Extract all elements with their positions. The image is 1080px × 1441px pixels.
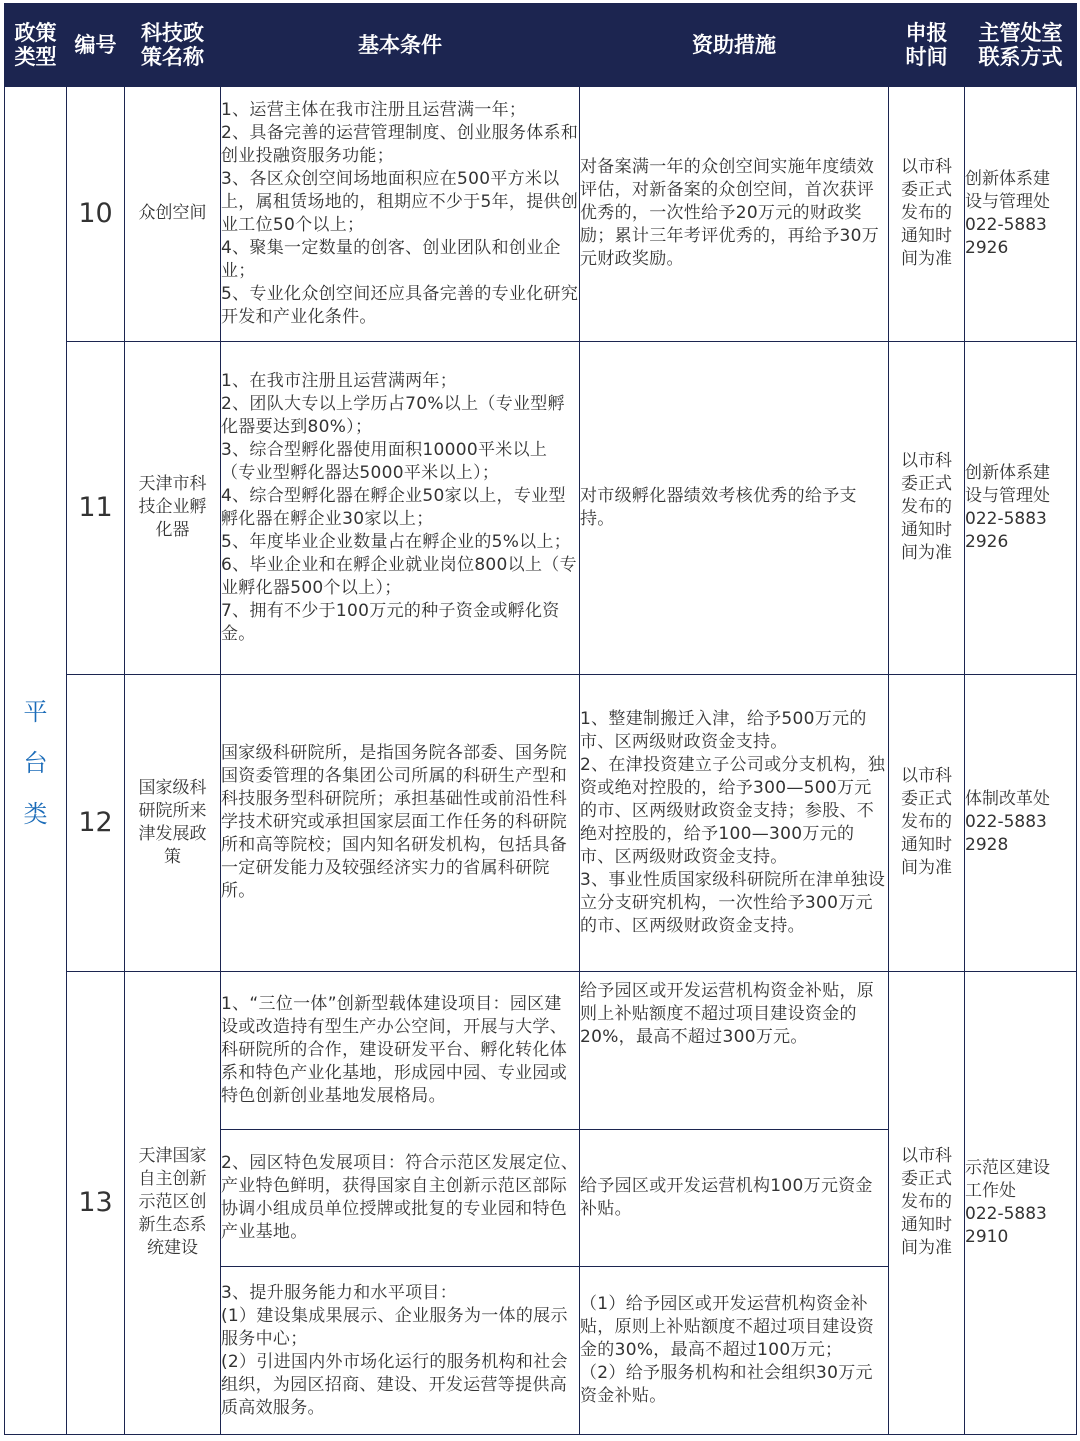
table-row	[5, 674, 1077, 971]
conditions-cell: 2、园区特色发展项目：符合示范区发展定位、产业特色鲜明，获得国家自主创新示范区部际协调小组成员单位授牌或批复的专业园和特色产业基地。	[221, 1130, 580, 1267]
row-number: 13	[67, 971, 125, 1434]
row-number: 10	[67, 87, 125, 342]
apply-time-cell: 以市科 委正式 发布的 通知时 间为准	[889, 674, 965, 971]
policy-name: 众创空间	[125, 87, 221, 342]
header-number: 编号	[67, 4, 125, 87]
policy-table	[4, 3, 1077, 1435]
conditions-cell: 3、提升服务能力和水平项目： (1）建设集成果展示、企业服务为一体的展示服务中心； (2）引进国内外市场化运行的服务机构和社会组织，为园区招商、建设、开发运营等提供高质高效服务。	[221, 1267, 580, 1435]
conditions-cell: 1、“三位一体”创新型载体建设项目：园区建设或改造持有型生产办公空间，开展与大学、科研院所的合作，建设研发平台、孵化转化体系和特色产业化基地，形成园中园、专业园或特色创新创业基地发展格局。	[221, 971, 580, 1129]
apply-time-cell: 以市科 委正式 发布的 通知时 间为准	[889, 971, 965, 1434]
table-row	[5, 971, 1077, 1129]
header-policy-name: 科技政 策名称	[125, 4, 221, 87]
row-number: 11	[67, 341, 125, 674]
header-measures: 资助措施	[580, 4, 889, 87]
policy-name: 天津市科 技企业孵 化器	[125, 341, 221, 674]
table-row	[5, 341, 1077, 674]
measures-cell: 对市级孵化器绩效考核优秀的给予支持。	[580, 341, 889, 674]
table-header-row	[5, 4, 1077, 87]
measures-cell: 对备案满一年的众创空间实施年度绩效评估，对新备案的众创空间，首次获评优秀的，一次性给予20万元的财政奖励；累计三年考评优秀的，再给予30万元财政奖励。	[580, 87, 889, 342]
measures-cell: 1、整建制搬迁入津，给予500万元的市、区两级财政资金支持。 2、在津投资建立子公司或分支机构，独资或绝对控股的，给予300—500万元的市、区两级财政资金支持；参股、不绝对控股的，给予100—300万元的市、区两级财政资金支持。 3、事业性质国家级科研院所在津单独设立分支研究机构，一次性给予300万元的市、区两级财政资金支持。	[580, 674, 889, 971]
apply-time-cell: 以市科 委正式 发布的 通知时 间为准	[889, 341, 965, 674]
contact-cell: 创新体系建 设与管理处 022-5883 2926	[965, 87, 1077, 342]
measures-cell: （1）给予园区或开发运营机构资金补贴，原则上补贴额度不超过项目建设资金的30%，最高不超过100万元； （2）给予服务机构和社会组织30万元资金补贴。	[580, 1267, 889, 1435]
header-apply-time: 申报 时间	[889, 4, 965, 87]
measures-cell: 给予园区或开发运营机构资金补贴，原则上补贴额度不超过项目建设资金的20%，最高不超过300万元。	[580, 971, 889, 1129]
conditions-cell: 1、运营主体在我市注册且运营满一年； 2、具备完善的运营管理制度、创业服务体系和创业投融资服务功能； 3、各区众创空间场地面积应在500平方米以上，属租赁场地的，租期应不少于5年，提供创业工位50个以上； 4、聚集一定数量的创客、创业团队和创业企业； 5、专业化众创空间还应具备完善的专业化研究开发和产业化条件。	[221, 87, 580, 342]
policy-name: 国家级科 研院所来 津发展政 策	[125, 674, 221, 971]
contact-cell: 示范区建设 工作处 022-5883 2910	[965, 971, 1077, 1434]
category-cell: 平 台 类	[5, 87, 67, 1435]
policy-name: 天津国家 自主创新 示范区创 新生态系 统建设	[125, 971, 221, 1434]
apply-time-cell: 以市科 委正式 发布的 通知时 间为准	[889, 87, 965, 342]
header-contact: 主管处室 联系方式	[965, 4, 1077, 87]
conditions-cell: 国家级科研院所，是指国务院各部委、国务院国资委管理的各集团公司所属的科研生产型和科技服务型科研院所；承担基础性或前沿性科学技术研究或承担国家层面工作任务的科研院所和高等院校；国内知名研发机构，包括具备一定研发能力及较强经济实力的省属科研院所。	[221, 674, 580, 971]
conditions-cell: 1、在我市注册且运营满两年； 2、团队大专以上学历占70%以上（专业型孵化器要达到80%）； 3、综合型孵化器使用面积10000平米以上（专业型孵化器达5000平米以上）； 4、综合型孵化器在孵企业50家以上，专业型孵化器在孵企业30家以上； 5、年度毕业企业数量占在孵企业的5%以上； 6、毕业企业和在孵企业就业岗位800以上（专业孵化器500个以上）； 7、拥有不少于100万元的种子资金或孵化资金。	[221, 341, 580, 674]
header-conditions: 基本条件	[221, 4, 580, 87]
contact-cell: 创新体系建 设与管理处 022-5883 2926	[965, 341, 1077, 674]
header-policy-type: 政策 类型	[5, 4, 67, 87]
contact-cell: 体制改革处 022-5883 2928	[965, 674, 1077, 971]
measures-cell: 给予园区或开发运营机构100万元资金补贴。	[580, 1130, 889, 1267]
table-row	[5, 87, 1077, 342]
row-number: 12	[67, 674, 125, 971]
